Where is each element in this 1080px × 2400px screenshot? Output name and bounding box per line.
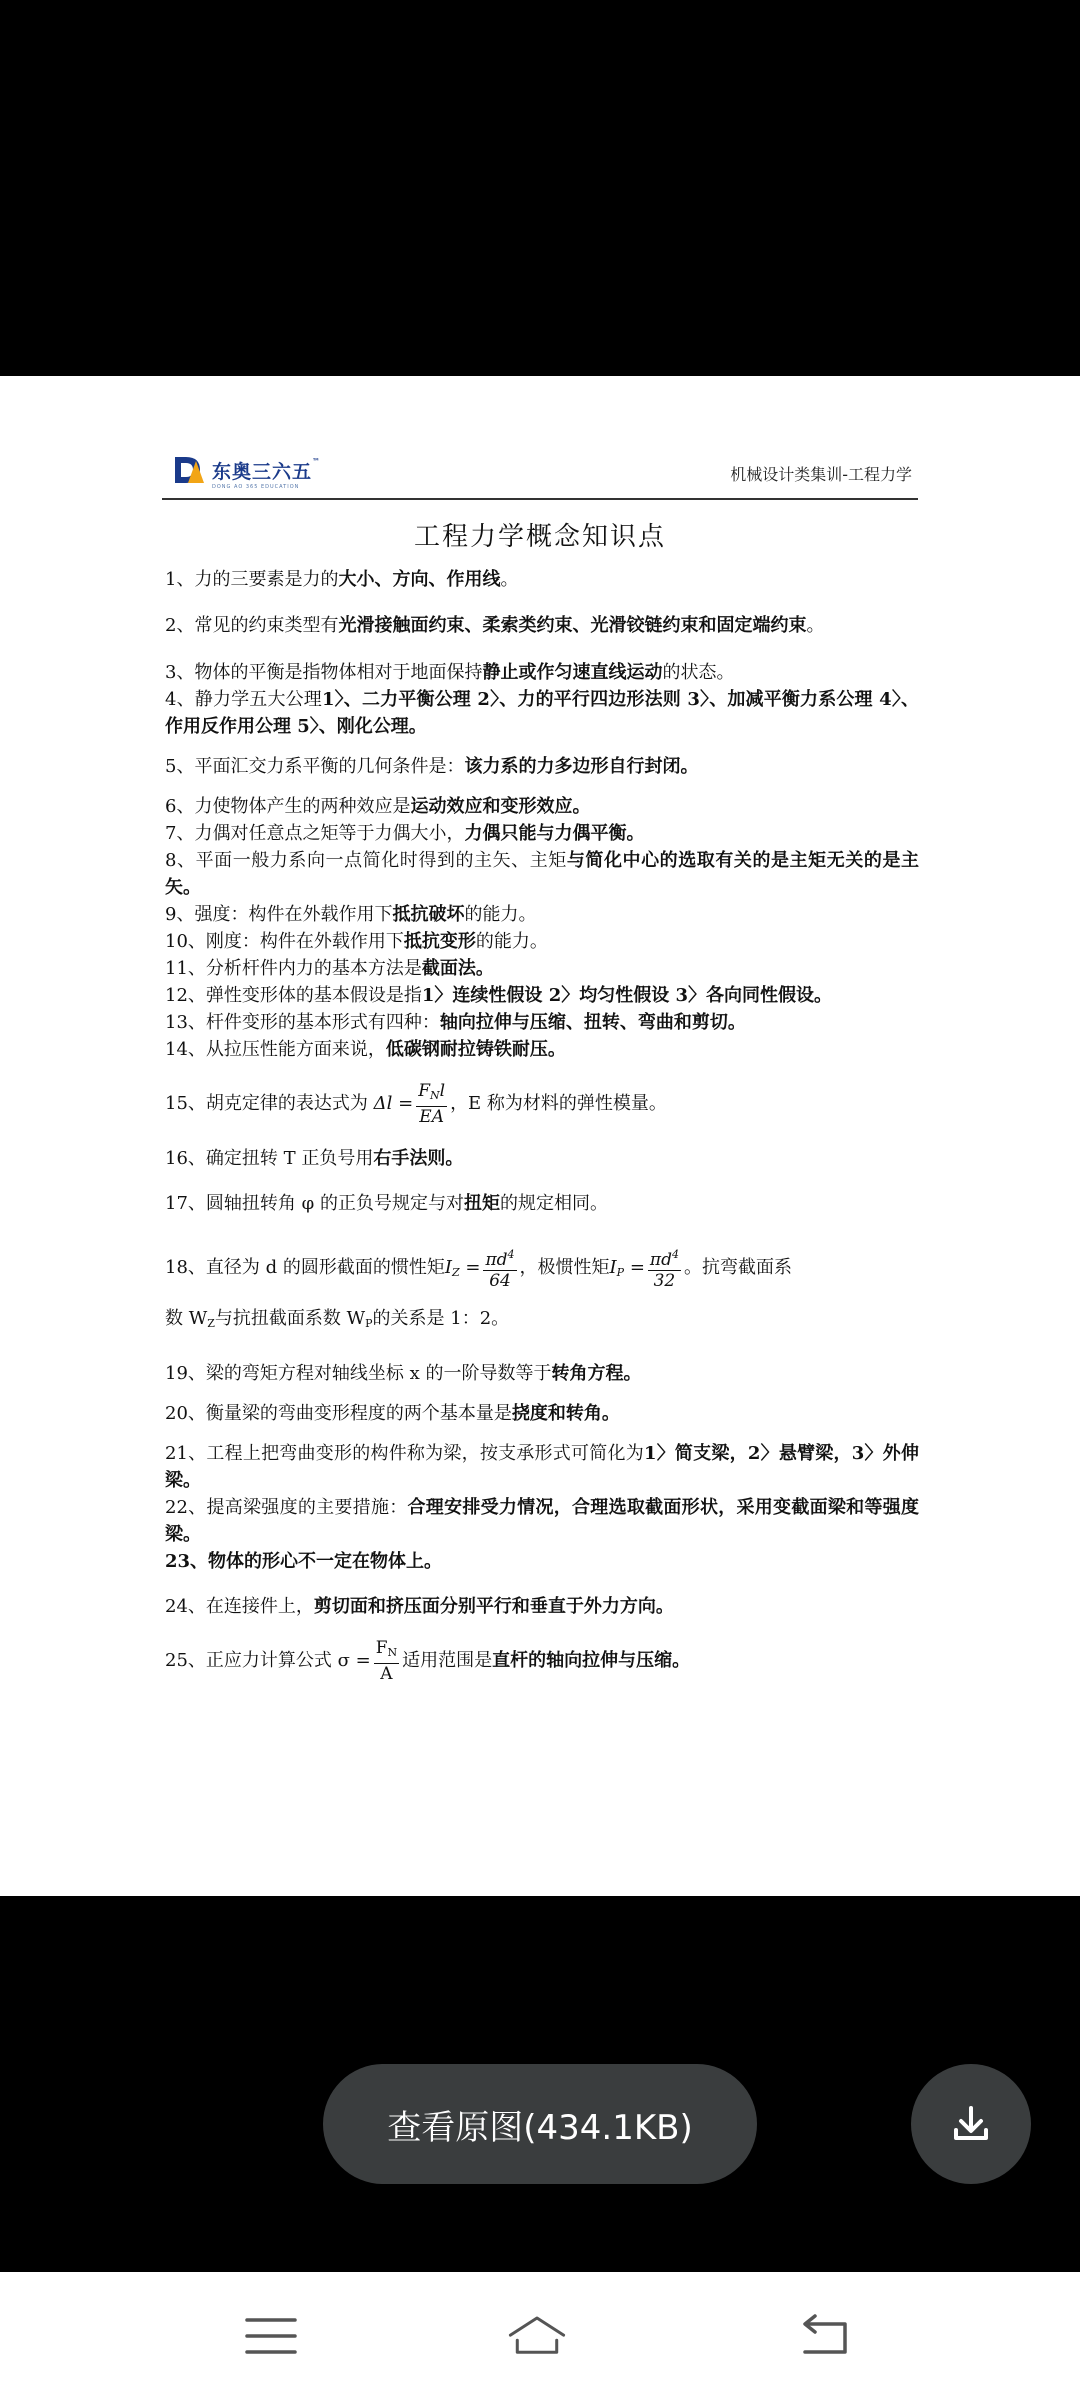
- list-item: 7、力偶对任意点之矩等于力偶大小，力偶只能与力偶平衡。: [165, 823, 645, 844]
- logo-mark-icon: [172, 453, 206, 487]
- list-item: 1、力的三要素是力的大小、方向、作用线。: [165, 569, 519, 590]
- list-item: 3、物体的平衡是指物体相对于地面保持静止或作匀速直线运动的状态。: [165, 662, 735, 683]
- document-category: 机械设计类集训-工程力学: [730, 465, 912, 484]
- back-button[interactable]: [793, 2306, 853, 2366]
- home-icon: [507, 2311, 567, 2361]
- document-image[interactable]: [0, 376, 1080, 1896]
- system-navigation-bar: [0, 2272, 1080, 2400]
- list-item: 22、提高梁强度的主要措施：合理安排受力情况，合理选取截面形状，采用变截面梁和等强度梁。: [165, 1497, 920, 1545]
- home-button[interactable]: [507, 2306, 567, 2366]
- list-item: 9、强度：构件在外载作用下抵抗破坏的能力。: [165, 904, 537, 925]
- list-item: 25、正应力计算公式 σ = $\frac{F_N}{A}$ 适用范围是直杆的轴向拉伸与压缩。: [165, 1638, 691, 1684]
- list-item: 21、工程上把弯曲变形的构件称为梁，按支承形式可简化为1〉简支梁，2〉悬臂梁，3〉外伸梁。: [165, 1443, 919, 1491]
- list-item: 4、静力学五大公理1〉、二力平衡公理 2〉、力的平行四边形法则 3〉、加减平衡力系公理 4〉、作用反作用公理 5〉、刚化公理。: [165, 689, 919, 737]
- document-title: 工程力学概念知识点: [413, 522, 666, 552]
- list-item: 12、弹性变形体的基本假设是指1〉连续性假设 2〉均匀性假设 3〉各向同性假设。: [165, 985, 833, 1006]
- logo: [172, 448, 321, 492]
- knowledge-list: [165, 566, 919, 1684]
- list-item: 17、圆轴扭转角 φ 的正负号规定与对扭矩的规定相同。: [165, 1193, 608, 1214]
- list-item: 15、胡克定律的表达式为 Δl = $\frac{F_Nl}{EA}$ ，E 称为材料的弹性模量。: [165, 1081, 667, 1127]
- list-item: 8、平面一般力系向一点简化时得到的主矢、主矩与简化中心的选取有关的是主矩无关的是主矢。: [165, 850, 920, 898]
- list-item: 19、梁的弯矩方程对轴线坐标 x 的一阶导数等于转角方程。: [165, 1363, 642, 1384]
- list-item: 2、常见的约束类型有光滑接触面约束、柔索类约束、光滑铰链约束和固定端约束。: [165, 615, 825, 636]
- logo-text: 东奥三六五™: [212, 456, 322, 483]
- list-item: 10、刚度：构件在外载作用下抵抗变形的能力。: [165, 931, 548, 952]
- download-icon: [947, 2100, 995, 2148]
- polar-moment-formula: $I_P$ = $\frac{\pi d^4}{32}$: [610, 1257, 684, 1278]
- hooke-law-formula: Δl = $\frac{F_Nl}{EA}$: [373, 1081, 446, 1127]
- list-item: 24、在连接件上，剪切面和挤压面分别平行和垂直于外力方向。: [165, 1596, 674, 1617]
- document-header: [162, 446, 918, 500]
- menu-icon: [243, 2314, 299, 2358]
- list-item: 16、确定扭转 T 正负号用右手法则。: [165, 1148, 464, 1169]
- moment-of-inertia-formula: $I_Z$ = $\frac{\pi d^4}{64}$: [445, 1257, 520, 1278]
- menu-button[interactable]: [241, 2306, 301, 2366]
- download-button[interactable]: [911, 2064, 1031, 2184]
- back-icon: [795, 2314, 851, 2358]
- list-item: 11、分析杆件内力的基本方法是截面法。: [165, 958, 494, 979]
- list-item: 18、直径为 d 的圆形截面的惯性矩$I_Z$ = $\frac{\pi d^4}{64}$ ，极惯性矩$I_P$ = $\frac{\pi d^4}{32}$ 。抗弯截面系 数 $W_Z$与抗扭截面系数 $W_P$的关系是 1：2。: [165, 1245, 919, 1347]
- list-item: 13、杆件变形的基本形式有四种：轴向拉伸与压缩、扭转、弯曲和剪切。: [165, 1012, 746, 1033]
- logo-subtitle: DONG AO 365 EDUCATION: [212, 484, 300, 490]
- list-item: 6、力使物体产生的两种效应是运动效应和变形效应。: [165, 796, 591, 817]
- list-item: 5、平面汇交力系平衡的几何条件是：该力系的力多边形自行封闭。: [165, 756, 699, 777]
- list-item: 23、物体的形心不一定在物体上。: [165, 1551, 443, 1572]
- view-original-button[interactable]: 查看原图(434.1KB): [323, 2064, 757, 2184]
- normal-stress-formula: $\frac{F_N}{A}$: [375, 1638, 398, 1684]
- list-item: 20、衡量梁的弯曲变形程度的两个基本量是挠度和转角。: [165, 1403, 620, 1424]
- list-item: 14、从拉压性能方面来说，低碳钢耐拉铸铁耐压。: [165, 1039, 566, 1060]
